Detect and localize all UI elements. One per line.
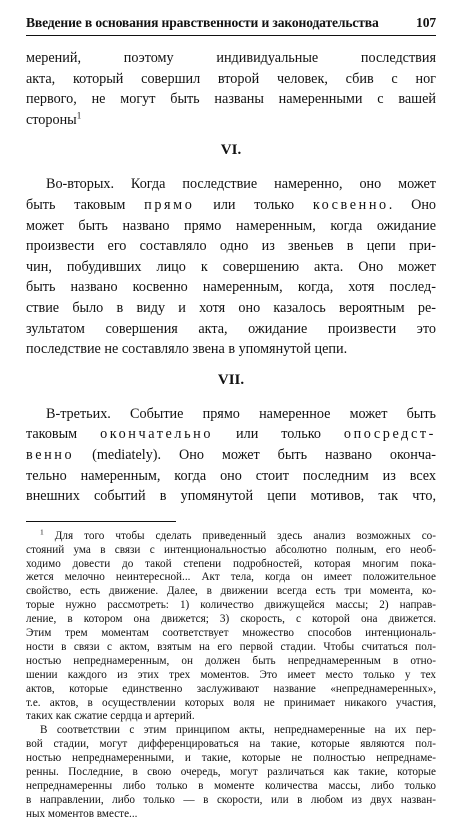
text-line: быть названо косвенно намеренным, когда, хотя послед- [26,279,436,296]
text-line: мерений, поэтому индивидуальные последствия [26,50,436,66]
section-vii-paragraph [26,404,436,507]
text-line: последствие не составляло звена в упомянутой цепи. [26,341,348,358]
footnote-line: торые нужно рассмотреть: 1) количество движущейся массы; 2) направ- [26,599,436,612]
text-line: тельно намеренным, когда оно стоит последним из всех [26,467,436,484]
emphasized-term: косвенно [312,196,389,213]
footnote-line: ности в связи с актом, взятым на его первой стадии. Чтобы считаться пол- [26,640,436,653]
page-number: 107 [416,15,436,30]
footnote-line: непреднамеренны либо только в моменте количества массы, либо только [26,780,436,792]
emphasized-term: прямо [144,196,195,213]
text-fragment: . Оно [388,196,437,213]
footnote-line: жется мелочно неинтересной... Акт тела, когда он имеет положительное [26,571,436,584]
intro-paragraph [26,48,436,130]
emphasized-term: окончательно [100,426,214,443]
footnote-line: таких как сжатие сердца и артерий. [26,710,195,723]
running-header [26,14,436,32]
footnote-line: т.е. актов, в осуществлении которых воля не принимает никакого участия, [26,696,436,709]
text-line: чин, побудивших лицо к совершению акта. Оно может [26,258,436,275]
text-line: Во-вторых. Когда последствие намеренно, оно может [46,176,436,193]
footnote-line: вой стадии, могут дифференцироваться на такие, которые являются пол- [26,738,436,751]
text-fragment: или только [236,426,321,443]
text-line [26,110,436,131]
text-fragment: или только [213,196,295,213]
text-line: зультатом совершения акта, ожидание произвести это [26,320,436,337]
text-line: внешних событий в упомянутой цепи мотивов, так что, [26,488,436,505]
footnote-line: свойство, есть движение. Далее, в движении всегда есть три момента, ко- [26,585,436,598]
text-line: произвести его составляло одно из звеньев в цепи при- [26,238,436,255]
text-line [26,195,436,216]
text-line [26,445,436,466]
text-line: первого, не могут быть названы намеренными с вашей [26,91,436,108]
footnote [26,526,436,822]
footnote-line: ных моментов вместе... [26,807,138,820]
section-vi-paragraph [26,174,436,359]
footnote-line: шении каждого из этих трех моментов. Это имеет место только у тех [26,668,436,681]
text-fragment: (mediately). Оно может быть названо оконча- [92,446,437,463]
text-line: В-третьих. Событие прямо намеренное может быть [46,405,436,422]
text-fragment: таковым [26,426,78,443]
footnote-line: актов, которые единственно заслуживают название «непреднамеренных», [26,682,436,695]
text-line: может быть названо прямо намеренным, когда ожидание [26,217,436,234]
footnote-separator [26,521,176,522]
section-heading-vii: VII. [217,371,245,388]
footnote-marker: 1 [40,526,44,536]
text-line: ствие было в виду и хотя оно казалось вероятным ре- [26,299,436,316]
text-line [26,424,436,445]
footnote-line: ходимо довести до такой степени подробностей, которая многим пока- [26,557,436,570]
footnote-line [26,526,436,544]
emphasized-term: опосредст- [343,426,436,443]
footnote-line: ление, в котором она движется; 3) скорость, с которой она движется. [26,613,436,626]
footnote-line: в направлении, либо только — в скорости, или в любом из двух назван- [26,793,436,806]
footnote-line: Этим трем моментам соответствует множество способов интенциональ- [26,627,436,640]
footnote-line: ренны. Последние, в свою очередь, могут различаться как такие, которые [26,766,436,779]
running-header-title: Введение в основания нравственности и законодательства [26,15,379,30]
text-line: акта, который совершил второй человек, сбив с ног [26,70,436,87]
book-page [26,14,436,822]
footnote-line: ностью непреднамеренным, он должен быть непреднамеренным в отно- [26,654,436,667]
footnote-line: ностью непреднамеренными, и такие, которые не полностью непреднаме- [26,752,436,765]
text-fragment: Для того чтобы сделать приведенный здесь анализ возможных со- [54,529,436,542]
emphasized-term: венно [26,446,75,463]
header-rule [26,35,436,36]
footnote-reference: 1 [76,110,82,121]
footnote-line: стояний ума в связи с интенциональностью абсолютно полным, его необ- [26,543,436,556]
section-heading-vi: VI. [220,142,242,159]
text-fragment: быть таковым [26,196,126,213]
text-fragment: стороны [26,111,77,128]
footnote-line: В соответствии с этим принципом акты, непреднамеренные на их пер- [40,724,436,737]
